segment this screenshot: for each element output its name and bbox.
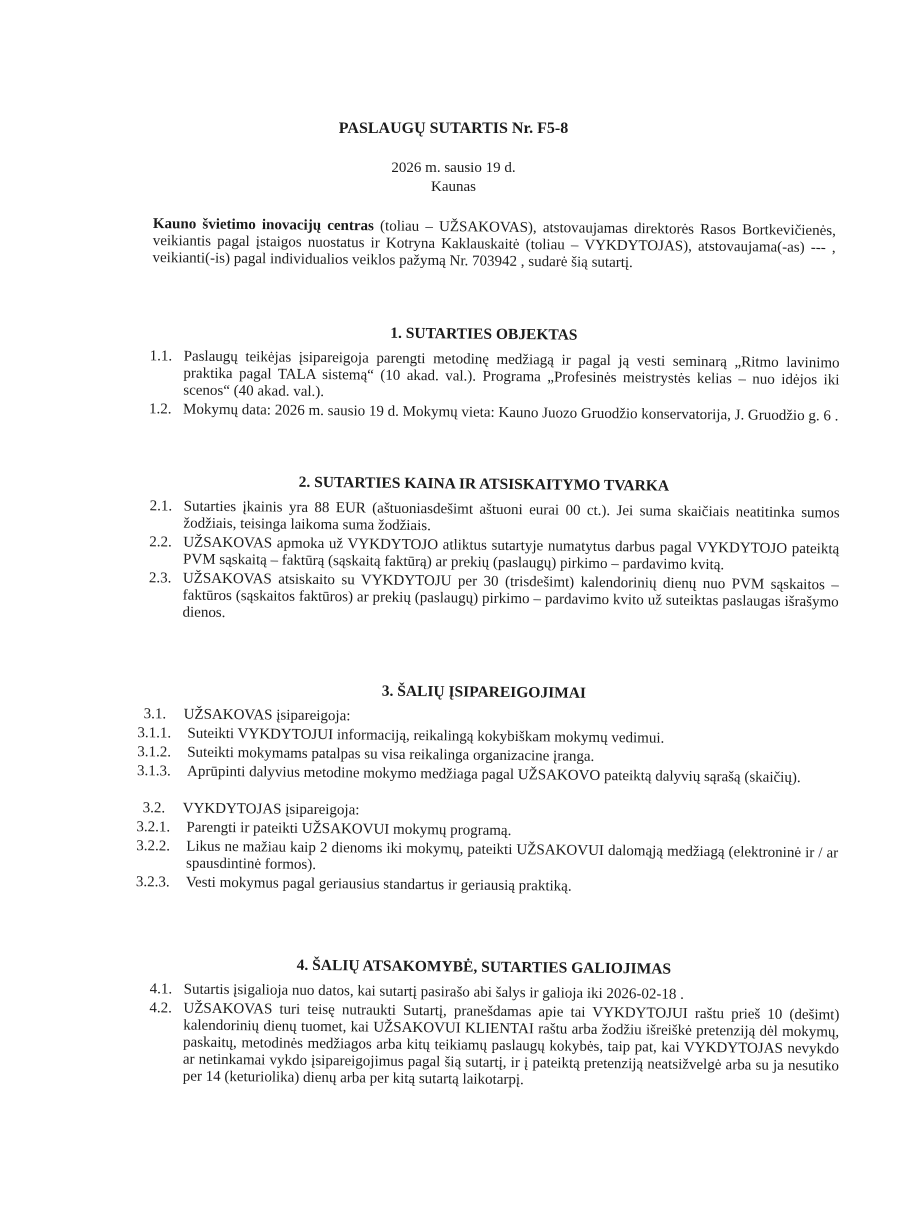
contract-date: 2026 m. sausio 19 d. (391, 160, 516, 176)
clause-number: 1.1. (149, 348, 173, 365)
intro-text: (toliau – UŽSAKOVAS), atstovaujamas direktorės Rasos Bortkevičienės, veikiantis pagal įstaigos nuostatus ir Kotryna Kaklauskaitė (toliau – VYKDYTOJAS), atstovaujama(-as) --- , veikianti(-is) pagal individualios veiklos pažymą Nr. 703942 , sudarė šią sutartį. (152, 218, 836, 272)
clause-number: 4.2. (149, 1000, 173, 1017)
clause (127, 1000, 840, 1092)
clause-text: Vesti mokymus pagal geriausius standartus ir geriausią praktiką. (185, 874, 572, 895)
clause-text: Mokymų data: 2026 m. sausio 19 d. Mokymų vieta: Kauno Juozo Gruodžio konservatorija, J. Gruodžio g. 6 . (183, 401, 839, 425)
clause-text: VYKDYTOJAS įsipareigoja: (182, 800, 360, 819)
clause-number: 3.2.3. (135, 874, 170, 891)
clause-number: 3.2. (142, 800, 166, 817)
intro-party-name: Kauno švietimo inovacijų centras (152, 216, 374, 235)
clause (127, 498, 839, 539)
clause (127, 348, 839, 406)
subclause (126, 838, 838, 879)
clause-number: 3.2.2. (136, 838, 171, 855)
section-2 (126, 472, 840, 630)
section-4 (127, 955, 840, 1094)
clause-number: 3.2.1. (136, 819, 171, 836)
clause-number: 3.1.3. (136, 763, 171, 780)
clause-text: Parengti ir pateikti UŽSAKOVUI mokymų programą. (186, 819, 512, 840)
clause (126, 570, 838, 628)
clause-number: 3.1.1. (137, 725, 172, 742)
section-1-heading: 1. SUTARTIES OBJEKTAS (390, 324, 578, 344)
section-2-heading: 2. SUTARTIES KAINA IR ATSISKAITYMO TVARKA (298, 473, 670, 495)
clause-number: 2.3. (148, 570, 172, 587)
section-1 (127, 322, 840, 427)
clause-number: 1.2. (149, 401, 172, 418)
clause (127, 534, 839, 575)
clause-text: Sutarties įkainis yra 88 EUR (aštuoniasdešimt aštuoni eurai 00 ct.). Jei suma skaičiais neatitinka sumos žodžiais, teisinga laikoma suma žodžiais. (183, 498, 840, 535)
clause-number: 2.2. (149, 534, 172, 551)
clause-text: Aprūpinti dalyvius metodine mokymo medžiaga pagal UŽSAKOVO pateiktą dalyvių sąrašą (skaičių). (186, 763, 801, 787)
clause-number: 2.1. (149, 498, 173, 515)
clause-text: Paslaugų teikėjas įsipareigoja parengti metodinę medžiagą ir pagal ją vesti seminarą „Ritmo lavinimo praktika pagal TALA sistemą“ (10 akad. val.). Programa „Profesinės meistrystės kelias – nuo idėjos iki scenos“ (40 akad. val.). (183, 348, 840, 401)
clause-number: 4.1. (149, 981, 173, 998)
clause-text: UŽSAKOVAS apmoka už VYKDYTOJO atliktus sutartyje numatytus darbus pagal VYKDYTOJO pateiktą PVM sąskaitą – faktūrą (sąskaitą faktūrą) ar prekių (paslaugų) pirkimo – pardavimo kvitą. (183, 534, 840, 574)
section-3 (126, 680, 840, 900)
clause-text: Suteikti mokymams patalpas su visa reikalinga organizacine įranga. (187, 744, 595, 765)
clause-number: 3.1. (143, 706, 167, 723)
section-3-heading: 3. ŠALIŲ ĮSIPAREIGOJIMAI (381, 682, 587, 702)
clause-text: UŽSAKOVAS atsiskaito su VYKDYTOJU per 30 (trisdešimt) kalendorinių dienų nuo PVM sąskaitos – faktūros (sąskaitos faktūros) ar prekių (paslaugų) pirkimo – pardavimo kvito už suteiktas paslaugas išrašymo dienos. (182, 570, 839, 622)
clause-text: Likus ne mažiau kaip 2 dienoms iki mokymų, pateikti UŽSAKOVUI dalomąją medžiagą (elektroninė ir / ar spausdintinė formos). (185, 838, 839, 873)
contract-city: Kaunas (431, 179, 476, 195)
clause-text: UŽSAKOVAS turi teisę nutraukti Sutartį, pranešdamas apie tai VYKDYTOJUI raštu prieš 10 (dešimt) kalendorinių dienų tuomet, kai UŽSAKOVUI KLIENTAI raštu arba žodžiu išreiškė pretenziją dėl mokymų, paskaitų, metodinės medžiagos arba kitų teikiamų paslaugų kokybės, taip pat, kai VYKDYTOJAS nevykdo ar netinkamai vykdo įsipareigojimus pagal šią sutartį, ir į pateiktą pretenziją neatsižvelgė arba su ja nesutiko per 14 (keturiolika) dienų arba per kitą sutartą laikotarpį. (182, 1000, 840, 1089)
contract-title: PASLAUGŲ SUTARTIS Nr. F5-8 (338, 120, 569, 137)
clause-text: UŽSAKOVAS įsipareigoja: (183, 706, 351, 725)
section-4-heading: 4. ŠALIŲ ATSAKOMYBĖ, SUTARTIES GALIOJIMAS (296, 956, 672, 978)
clause-number: 3.1.2. (137, 744, 172, 761)
intro-paragraph (152, 216, 835, 274)
clause-text: Suteikti VYKDYTOJUI informaciją, reikalingą kokybiškam mokymų vedimui. (187, 725, 665, 747)
clause-text: Sutartis įsigalioja nuo datos, kai sutartį pasirašo abi šalys ir galioja iki 2026-02-18 . (183, 981, 685, 1003)
